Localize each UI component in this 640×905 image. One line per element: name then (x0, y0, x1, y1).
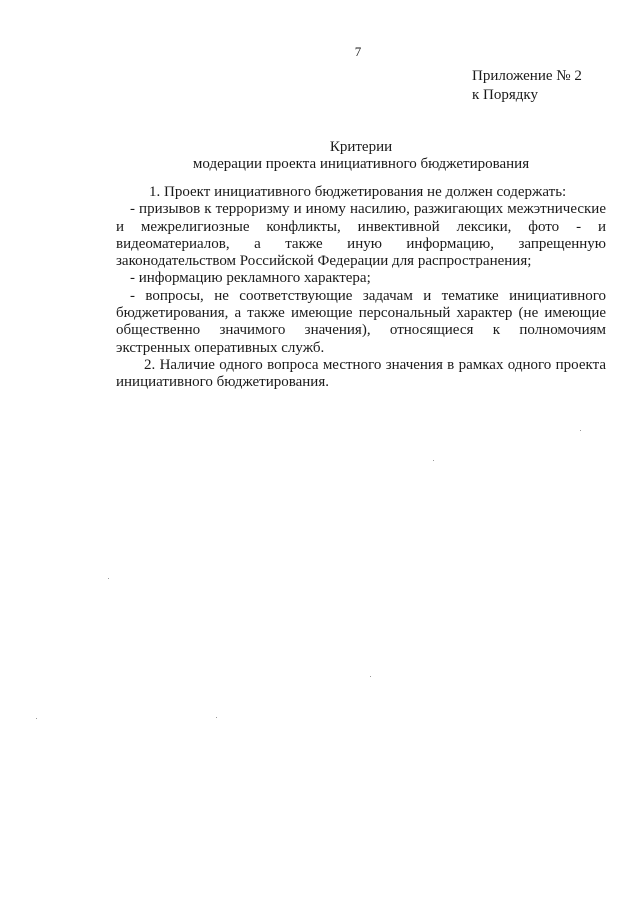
scan-speck (433, 460, 434, 461)
list-item-advertising: - информацию рекламного характера; (130, 270, 371, 287)
appendix-order-reference: к Порядку (472, 87, 538, 103)
appendix-number: Приложение № 2 (472, 68, 582, 84)
scan-speck (216, 717, 217, 718)
scan-speck (580, 430, 581, 431)
paragraph-criterion-2: 2. Наличие одного вопроса местного значения в рамках одного проекта инициативного бюджетирования. (116, 356, 606, 391)
document-title (116, 139, 606, 173)
paragraph-criterion-1: 1. Проект инициативного бюджетирования не должен содержать: (149, 184, 567, 200)
title-subheading: модерации проекта инициативного бюджетирования (192, 156, 530, 172)
document-body (116, 184, 606, 392)
scan-speck (108, 578, 109, 579)
scan-speck (370, 676, 371, 677)
title-heading: Критерии (329, 139, 393, 155)
scan-speck (36, 718, 37, 719)
page-number: 7 (354, 44, 362, 59)
list-item-prohibited-content: - призывов к терроризму и иному насилию, разжигающих межэтнические и межрелигиозные конфликты, инвективной лексики, фото - и видеоматериалов, а также иную информацию, запрещенную законодательством Российской Федерации для распространения; (116, 201, 606, 270)
appendix-reference (472, 67, 582, 105)
list-item-irrelevant-questions: - вопросы, не соответствующие задачам и тематике инициативного бюджетирования, а также имеющие персональный характер (не имеющие общественно значимого значения), относящиеся к полномочиям экстренных оперативных служб. (116, 287, 606, 356)
